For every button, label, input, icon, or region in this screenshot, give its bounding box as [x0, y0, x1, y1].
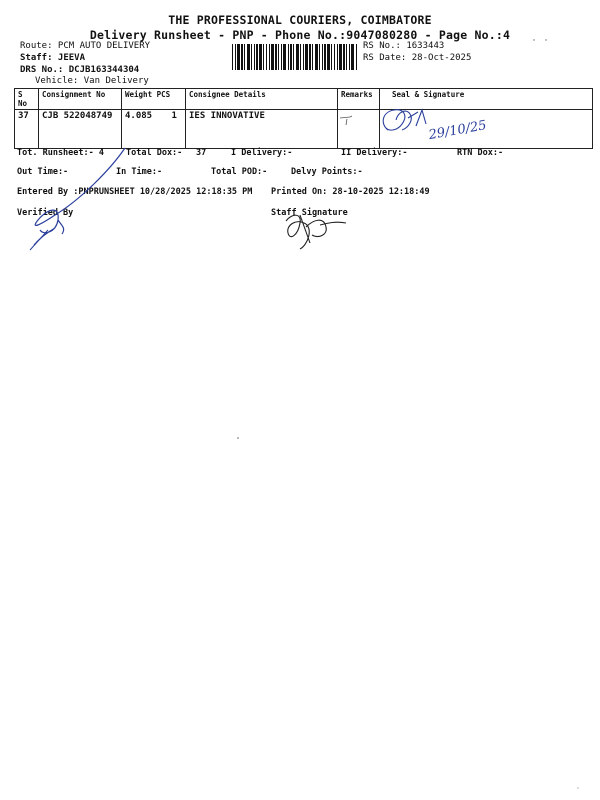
- drs-number: DRS No.: DCJB163344304: [20, 65, 140, 75]
- verified-by-label: Verified By: [17, 208, 74, 218]
- runsheet-subtitle: Delivery Runsheet - PNP - Phone No.:9047080280 - Page No.:4: [89, 28, 511, 42]
- route-label: Route: PCM AUTO DELIVERY: [20, 41, 151, 51]
- printed-on: Printed On: 28-10-2025 12:18:49: [271, 187, 430, 197]
- total-dox-label: Total Dox:-: [126, 148, 183, 158]
- out-time-label: Out Time:-: [17, 167, 69, 177]
- total-pod-label: Total POD:-: [211, 167, 268, 177]
- staff-label: Staff: JEEVA: [20, 53, 86, 63]
- total-runsheet: Tot. Runsheet:- 4: [17, 148, 104, 158]
- col-header-consignment: Consignment No: [39, 89, 122, 110]
- col-header-seal-signature: Seal & Signature: [380, 89, 593, 110]
- cell-consignee: IES INNOVATIVE: [186, 110, 338, 149]
- col-header-remarks: Remarks: [338, 89, 380, 110]
- in-time-label: In Time:-: [116, 167, 163, 177]
- entered-by: Entered By :PNPRUNSHEET 10/28/2025 12:18:35 PM: [17, 187, 253, 197]
- ii-delivery-label: II Delivery:-: [341, 148, 408, 158]
- rtn-dox-label: RTN Dox:-: [457, 148, 504, 158]
- col-header-consignee: Consignee Details: [186, 89, 338, 110]
- delvy-points-label: Delvy Points:-: [291, 167, 363, 177]
- company-title: THE PROFESSIONAL COURIERS, COIMBATORE: [168, 13, 432, 27]
- rs-number: RS No.: 1633443: [363, 41, 445, 51]
- staff-signature-label: Staff Signature: [271, 208, 348, 218]
- rs-date: RS Date: 28-Oct-2025: [363, 53, 472, 63]
- cell-consignment: CJB 522048749: [39, 110, 122, 149]
- i-delivery-label: I Delivery:-: [231, 148, 293, 158]
- cell-weight: 4.085: [125, 111, 153, 121]
- seal-date-handwritten: 29/10/25: [427, 118, 488, 144]
- vehicle-label: Vehicle: Van Delivery: [35, 76, 149, 86]
- col-header-sno: S No: [15, 89, 39, 110]
- cell-pcs: 1: [171, 111, 177, 121]
- total-dox-value: 37: [196, 148, 207, 158]
- col-header-weight-pcs: Weight PCS: [122, 89, 186, 110]
- cell-sno: 37: [15, 110, 39, 149]
